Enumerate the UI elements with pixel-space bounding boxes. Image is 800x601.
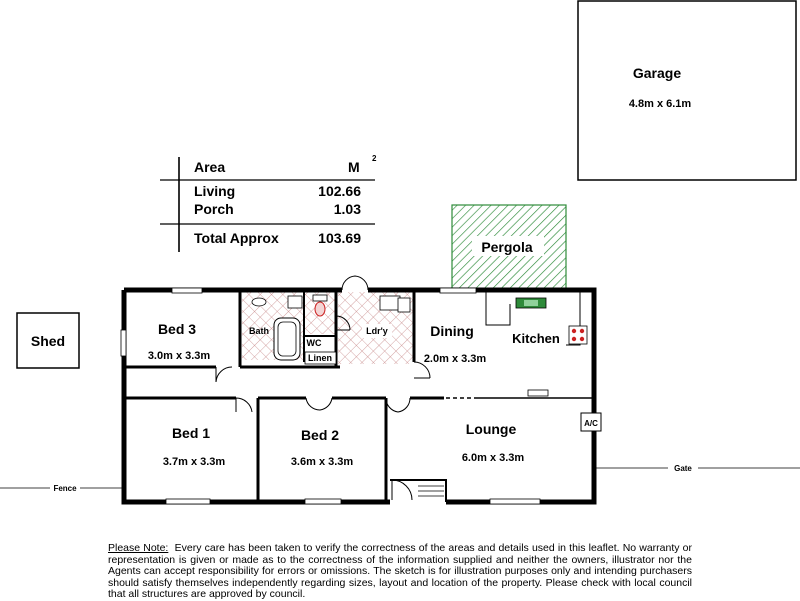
- area-table-unit-sup: 2: [372, 154, 377, 163]
- washer-icon: [398, 298, 410, 312]
- room-size-lounge: 6.0m x 3.3m: [461, 452, 525, 464]
- ac-label: A/C: [584, 419, 598, 428]
- shed-label: Shed: [30, 333, 66, 349]
- fence-label: Fence: [53, 484, 77, 493]
- garage-outline: [578, 1, 796, 180]
- window: [490, 499, 540, 504]
- laundry-trough-icon: [380, 296, 400, 310]
- pergola: [452, 205, 566, 289]
- sink-icon: [252, 298, 266, 306]
- stove-burner: [572, 337, 576, 341]
- garage-label: Garage: [632, 65, 682, 81]
- room-name-bed3: Bed 3: [157, 321, 197, 337]
- area-row-label: Porch: [194, 201, 234, 217]
- door-swing: [236, 398, 252, 412]
- area-row-value: 102.66: [318, 183, 361, 199]
- window: [166, 499, 210, 504]
- gate-label: Gate: [674, 464, 692, 473]
- porch-steps: [418, 486, 444, 496]
- door-swing: [216, 367, 232, 382]
- room-name-lounge: Lounge: [465, 421, 517, 437]
- room-size-bed3: 3.0m x 3.3m: [147, 350, 211, 362]
- pergola-label: Pergola: [481, 239, 533, 255]
- disclaimer-text: Every care has been taken to verify the correctness of the areas and details used in this leaflet. No warranty or representation is given or made as to the correctness of the information supplied and neither the owners, illustrator nor the Agents can accept responsibility for errors or omissions. The sketch is for illustration purposes only and intending purchasers should satisfy themselves independently regarding sizes, layout and location of the property. Please check with local council that all structures are approved by council.: [108, 542, 692, 600]
- heater-icon: [528, 390, 548, 396]
- stove-burner: [580, 329, 584, 333]
- room-name-laundry: Ldr'y: [366, 326, 388, 336]
- stove-burner: [572, 329, 576, 333]
- door-swing: [386, 398, 410, 412]
- room-name-bed1: Bed 1: [171, 425, 211, 441]
- stove-burner: [580, 337, 584, 341]
- room-size-bed2: 3.6m x 3.3m: [290, 456, 354, 468]
- room-name-linen: Linen: [308, 353, 332, 363]
- area-table-unit: M: [348, 159, 360, 175]
- garage: [578, 1, 796, 180]
- stove-icon: [569, 326, 587, 344]
- area-total-value: 103.69: [318, 230, 361, 246]
- area-table: [160, 154, 377, 252]
- area-row-value: 1.03: [333, 201, 361, 217]
- door-swing: [392, 480, 412, 500]
- garage-size: 4.8m x 6.1m: [628, 98, 692, 110]
- toilet-cistern-icon: [313, 295, 327, 301]
- disclaimer-note: [108, 543, 692, 601]
- room-name-kitchen: Kitchen: [512, 331, 560, 346]
- door-swing: [306, 398, 332, 410]
- room-size-bed1: 3.7m x 3.3m: [162, 456, 226, 468]
- entry-door-swing: [342, 276, 368, 290]
- kitchen-bench: [486, 292, 510, 325]
- window: [121, 330, 126, 356]
- window: [172, 288, 202, 293]
- kitchen-sink-bowl: [524, 300, 538, 306]
- room-name-wc: WC: [306, 338, 322, 348]
- area-total-label: Total Approx: [194, 230, 279, 246]
- area-row-label: Living: [194, 183, 236, 199]
- window: [440, 288, 476, 293]
- disclaimer-heading: Please Note:: [108, 542, 169, 554]
- room-name-bed2: Bed 2: [300, 427, 340, 443]
- window: [305, 499, 341, 504]
- basin-icon: [288, 296, 302, 308]
- room-size-dining: 2.0m x 3.3m: [423, 353, 487, 365]
- toilet-icon: [315, 302, 325, 316]
- room-name-bath: Bath: [249, 326, 269, 336]
- shed: [17, 313, 79, 368]
- area-table-header: Area: [194, 159, 226, 175]
- room-name-dining: Dining: [430, 323, 474, 339]
